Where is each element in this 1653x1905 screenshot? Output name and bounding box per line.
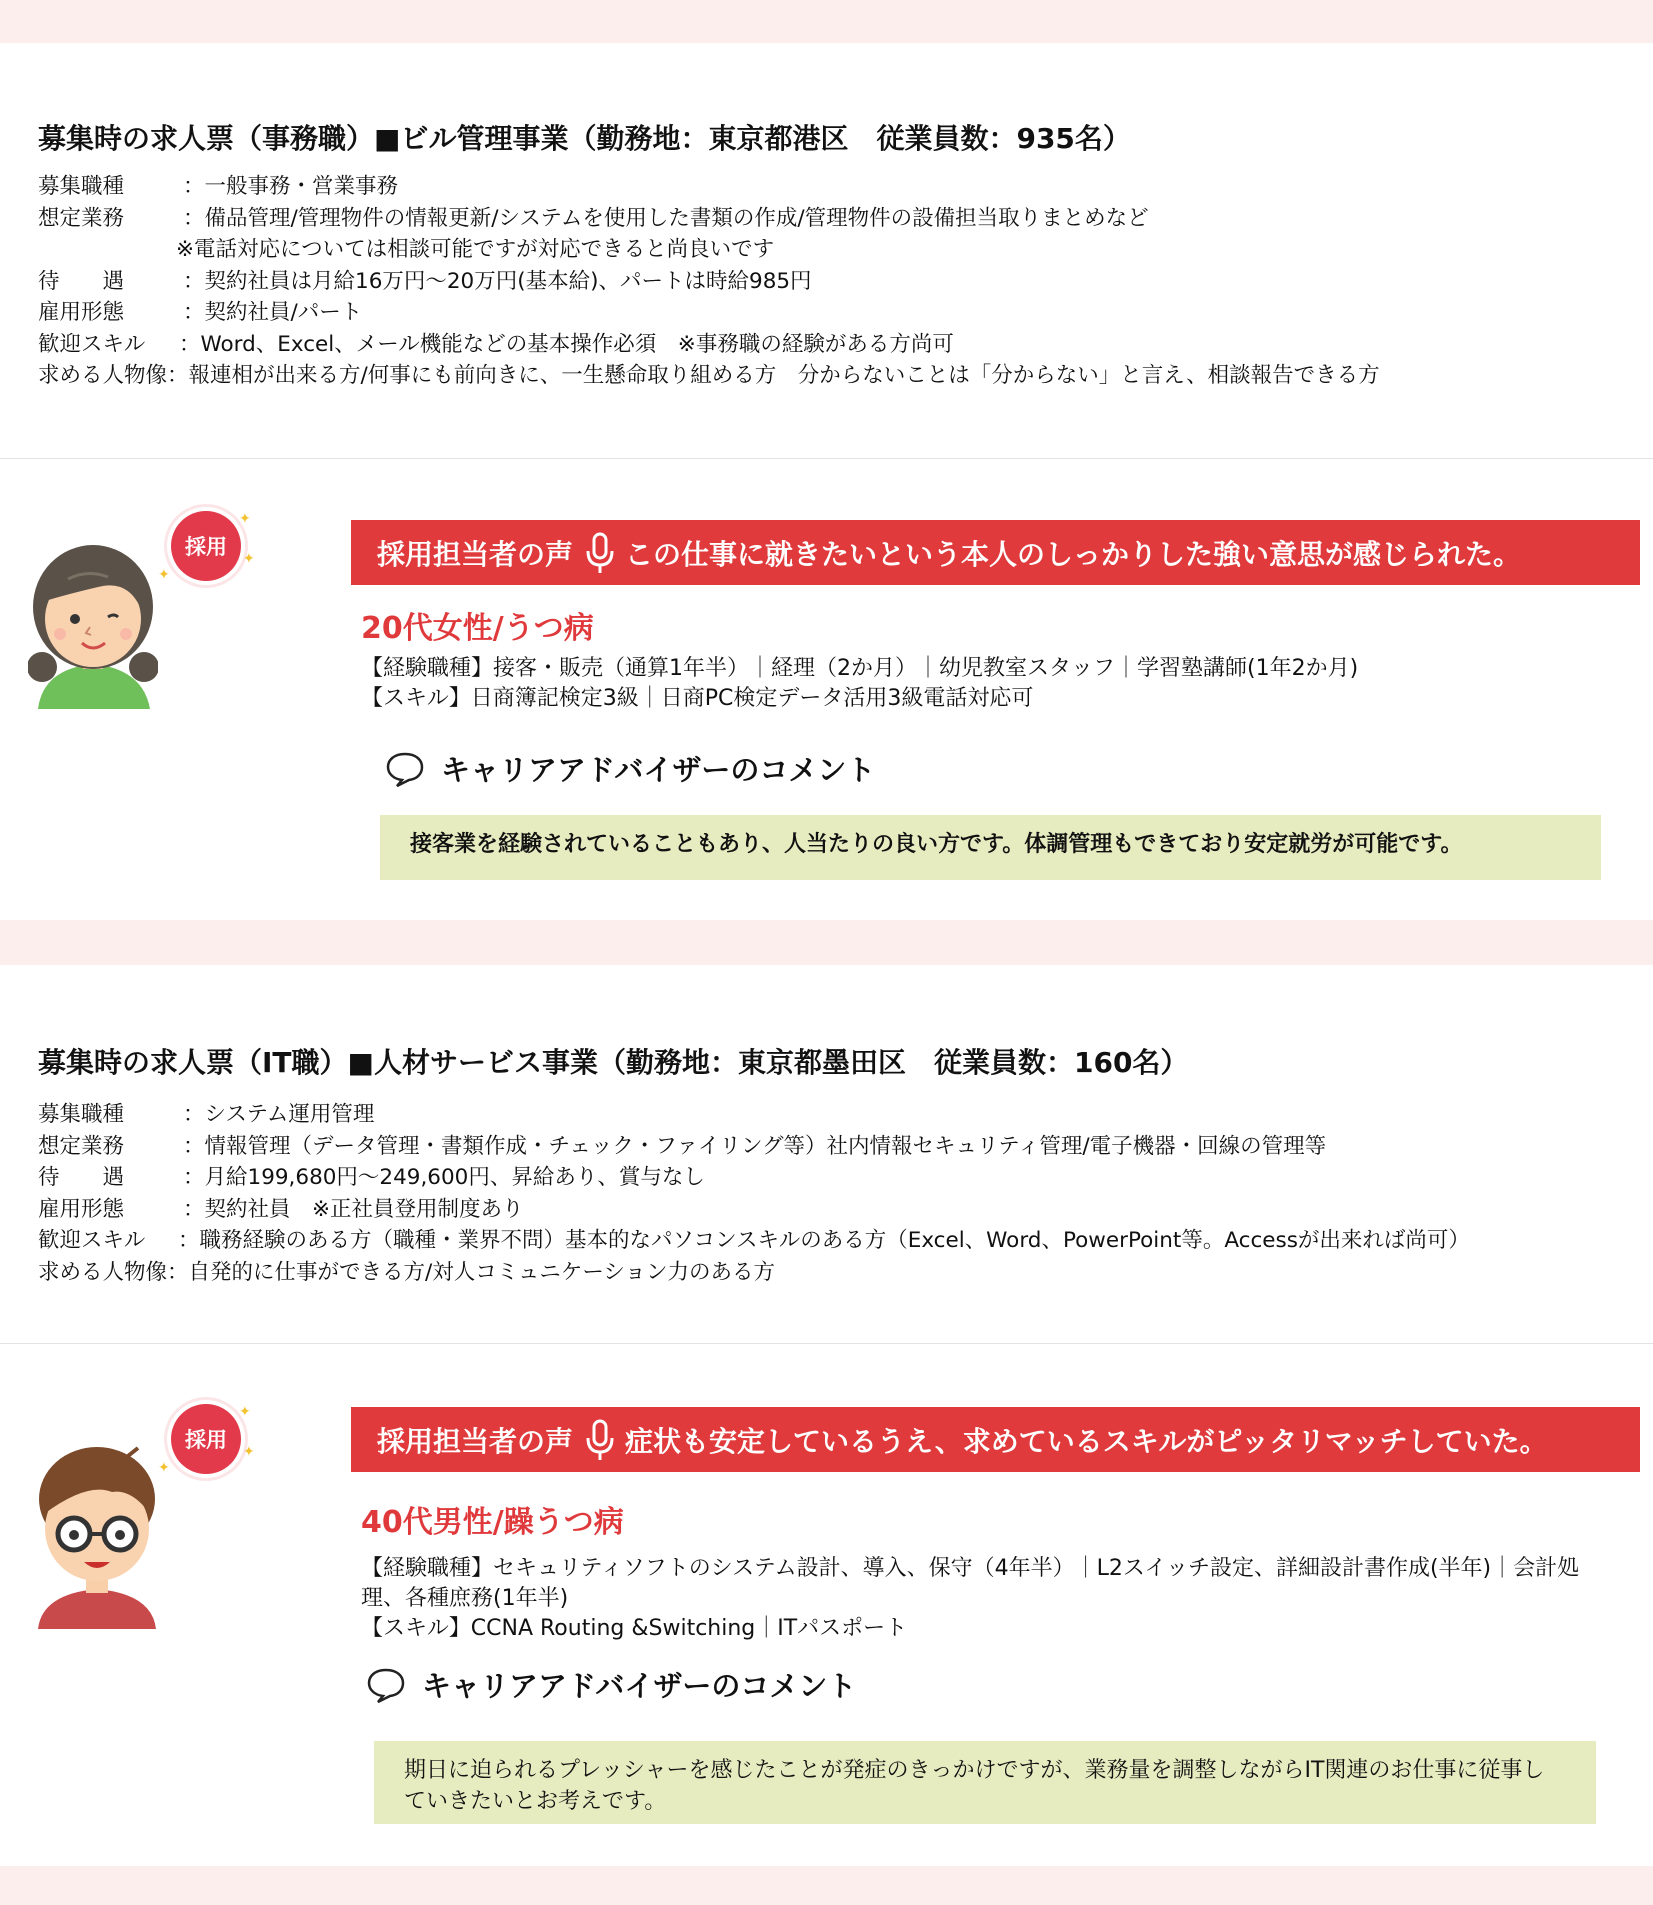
- voice-label: 採用担当者の声: [377, 1424, 574, 1458]
- row-value: ※電話対応については相談可能ですが対応できると尚良いです: [176, 237, 775, 262]
- job-row: [38, 329, 1380, 361]
- job-row: [38, 1225, 1470, 1257]
- case-2: [0, 1344, 1653, 1866]
- sparkle-icon: ✦: [158, 567, 170, 583]
- row-value: 職務経験のある方（職種・業界不問）基本的なパソコンスキルのある方（Excel、Word、PowerPoint等。Accessが出来れば尚可）: [199, 1228, 1470, 1253]
- row-value: 一般事務・営業事務: [204, 174, 399, 199]
- row-label: 歓迎スキル: [38, 1228, 146, 1253]
- advisor-comment-heading: [366, 1664, 856, 1705]
- recruiter-voice-bar: [351, 520, 1640, 585]
- row-label: 歓迎スキル: [38, 331, 146, 357]
- hired-badge: 採用: [171, 1404, 241, 1474]
- job-row: [38, 297, 1380, 329]
- sparkle-icon: ✦: [158, 1460, 170, 1476]
- row-sep: ：: [183, 268, 205, 294]
- row-label: 雇用形態: [38, 300, 125, 325]
- row-sep: ：: [183, 1165, 205, 1190]
- row-value: 備品管理/管理物件の情報更新/システムを使用した書類の作成/管理物件の設備担当取りまとめなど: [204, 205, 1149, 231]
- skill-line: 【スキル】日商簿記検定3級｜日商PC検定データ活用3級電話対応可: [361, 686, 1034, 711]
- microphone-icon: [583, 531, 617, 575]
- experience-line: 【経験職種】セキュリティソフトのシステム設計、導入、保守（4年半）｜L2スイッチ設定、詳細設計書作成(半年)｜会計処理、各種庶務(1年半): [361, 1556, 1580, 1611]
- candidate-experience: [361, 654, 1621, 714]
- row-value: Word、Excel、メール機能などの基本操作必須 ※事務職の経験がある方尚可: [200, 331, 954, 357]
- row-value: 契約社員/パート: [204, 300, 363, 325]
- sparkle-icon: ✦: [243, 1444, 255, 1460]
- job-row: [38, 1099, 1470, 1131]
- row-label: 待 遇: [38, 268, 125, 294]
- row-sep: ：: [167, 1259, 189, 1285]
- job-row: [38, 171, 1380, 203]
- voice-label: 採用担当者の声: [377, 537, 574, 571]
- job-row: [38, 1194, 1470, 1226]
- candidate-profile: 40代男性/躁うつ病: [361, 1505, 624, 1540]
- row-value: 月給199,680円～249,600円、昇給あり、賞与なし: [204, 1165, 705, 1190]
- row-label: 求める人物像: [38, 1259, 168, 1285]
- row-sep: ：: [178, 1228, 200, 1253]
- row-sep: ：: [167, 363, 189, 388]
- job-row: [38, 360, 1380, 392]
- row-value: 契約社員は月給16万円～20万円(基本給)、パートは時給985円: [204, 268, 812, 294]
- sparkle-icon: ✦: [239, 1404, 251, 1420]
- row-value: 情報管理（データ管理・書類作成・チェック・ファイリング等）社内情報セキュリティ管理/電子機器・回線の管理等: [204, 1133, 1327, 1159]
- row-sep: ：: [183, 174, 205, 199]
- candidate-profile: 20代女性/うつ病: [361, 611, 594, 646]
- recruiter-voice-bar: [351, 1407, 1640, 1472]
- job-row: [38, 1162, 1470, 1194]
- advisor-comment: 接客業を経験されていることもあり、人当たりの良い方です。体調管理もできており安定就労が可能です。: [380, 815, 1601, 880]
- row-value: 自発的に仕事ができる方/対人コミュニケーション力のある方: [188, 1259, 775, 1285]
- row-label: 雇用形態: [38, 1196, 125, 1222]
- sparkle-icon: ✦: [243, 551, 255, 567]
- male-avatar-icon: [32, 1444, 162, 1629]
- job-posting-2: [0, 965, 1653, 1344]
- skill-line: 【スキル】CCNA Routing &Switching｜ITパスポート: [361, 1616, 908, 1641]
- job-details: [38, 1099, 1470, 1288]
- row-label: 求める人物像: [38, 363, 168, 388]
- comment-heading-text: キャリアアドバイザーのコメント: [441, 753, 876, 787]
- speech-bubble-icon: [385, 750, 425, 788]
- microphone-icon: [583, 1418, 617, 1462]
- row-sep: ：: [179, 331, 201, 357]
- job-row: [38, 203, 1380, 235]
- row-value: 契約社員 ※正社員登用制度あり: [204, 1196, 524, 1222]
- comment-heading-text: キャリアアドバイザーのコメント: [422, 1669, 857, 1703]
- hired-badge: 採用: [171, 511, 241, 581]
- voice-text: この仕事に就きたいという本人のしっかりした強い意思が感じられた。: [625, 537, 1522, 571]
- job-row: [38, 1257, 1470, 1289]
- sparkle-icon: ✦: [239, 511, 251, 527]
- job-details: [38, 171, 1380, 392]
- job-row: [38, 1131, 1470, 1163]
- female-avatar-icon: [28, 539, 158, 709]
- row-value: 報連相が出来る方/何事にも前向きに、一生懸命取り組める方 分からないことは「分からない」と言え、相談報告できる方: [188, 363, 1380, 388]
- advisor-comment: 期日に迫られるプレッシャーを感じたことが発症のきっかけですが、業務量を調整しながらIT関連のお仕事に従事していきたいとお考えです。: [374, 1741, 1596, 1824]
- row-value: システム運用管理: [204, 1102, 375, 1127]
- job-posting-1: [0, 43, 1653, 459]
- row-sep: ：: [183, 300, 205, 325]
- row-sep: ：: [183, 205, 205, 231]
- row-label: 募集職種: [38, 1102, 125, 1127]
- job-row: [38, 234, 1380, 266]
- row-sep: ：: [183, 1102, 205, 1127]
- job-title: 募集時の求人票（事務職）■ビル管理事業（勤務地：東京都港区 従業員数：935名）: [38, 122, 1131, 155]
- advisor-comment-heading: [385, 748, 875, 789]
- candidate-experience: [361, 1554, 1621, 1644]
- experience-line: 【経験職種】接客・販売（通算1年半）｜経理（2か月）｜幼児教室スタッフ｜学習塾講師(1年2か月): [361, 656, 1359, 681]
- speech-bubble-icon: [366, 1666, 406, 1704]
- voice-text: 症状も安定しているうえ、求めているスキルがピッタリマッチしていた。: [625, 1424, 1548, 1458]
- row-sep: ：: [183, 1196, 205, 1222]
- row-sep: ：: [183, 1133, 205, 1159]
- row-label: 想定業務: [38, 205, 125, 231]
- job-title: 募集時の求人票（IT職）■人材サービス事業（勤務地：東京都墨田区 従業員数：160名）: [38, 1046, 1189, 1079]
- row-label: 想定業務: [38, 1133, 125, 1159]
- row-label: [38, 234, 176, 266]
- row-label: 募集職種: [38, 174, 125, 199]
- job-row: [38, 266, 1380, 298]
- case-1: [0, 459, 1653, 920]
- row-label: 待 遇: [38, 1165, 125, 1190]
